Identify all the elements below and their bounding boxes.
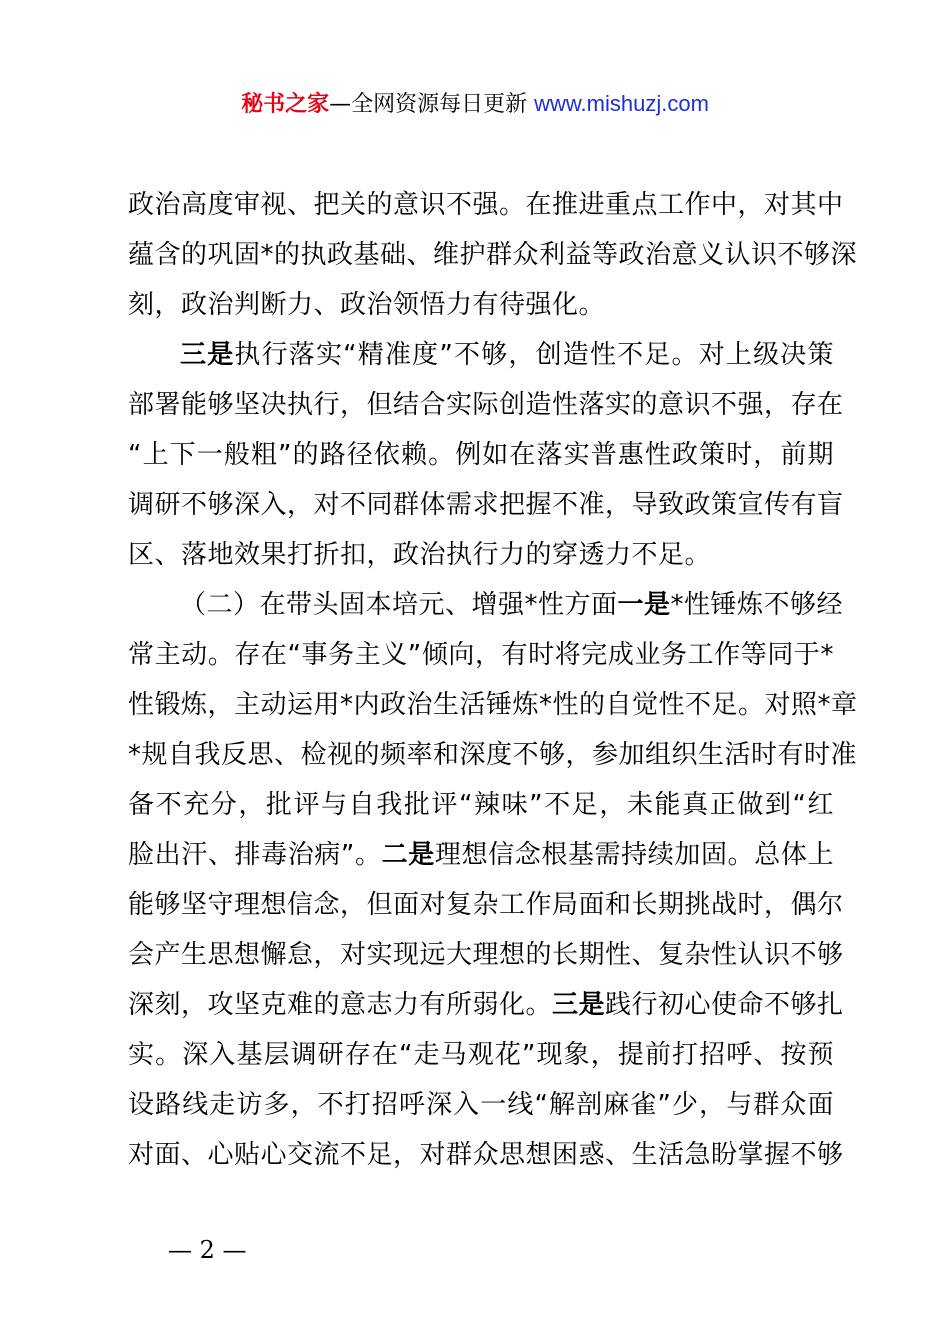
document-body — [128, 180, 858, 1180]
text-line: 部署能够坚决执行，但结合实际创造性落实的意识不强，存在 — [128, 390, 844, 420]
text-run: 理想信念根基需持续加固。总体上 — [434, 840, 834, 870]
bold-marker: 三是 — [552, 990, 606, 1020]
text-run: 深刻，攻坚克难的意志力有所弱化。 — [128, 990, 553, 1020]
text-run: 践行初心使命不够扎 — [605, 990, 844, 1020]
page-number: — 2 — — [168, 1236, 247, 1264]
page-header — [0, 88, 950, 121]
paragraph-start-line — [128, 330, 834, 380]
text-line: 政治高度审视、把关的意识不强。在推进重点工作中，对其中 — [128, 190, 844, 220]
text-line — [128, 830, 834, 880]
text-run: 执行落实“精准度”不够，创造性不足。对上级决策 — [234, 340, 834, 370]
bold-marker: 二是 — [381, 840, 435, 870]
text-line: 蕴含的巩固*的执政基础、维护群众利益等政治意义认识不够深 — [128, 240, 858, 270]
header-tagline: —全网资源每日更新 — [329, 92, 528, 117]
text-run: （二）在带头固本培元、增强*性方面 — [180, 590, 618, 620]
brand-name: 秘书之家 — [241, 92, 330, 117]
text-line: 性锻炼，主动运用*内政治生活锤炼*性的自觉性不足。对照*章 — [128, 690, 858, 720]
site-url-link[interactable]: www.mishuzj.com — [534, 91, 709, 116]
text-line: 常主动。存在“事务主义”倾向，有时将完成业务工作等同于* — [128, 640, 834, 670]
text-line: 刻，政治判断力、政治领悟力有待强化。 — [128, 290, 606, 320]
text-run: *性锤炼不够经 — [670, 590, 844, 620]
text-line: *规自我反思、检视的频率和深度不够，参加组织生活时有时准 — [128, 740, 858, 770]
text-line: 调研不够深入，对不同群体需求把握不准，导致政策宣传有盲 — [128, 490, 844, 520]
text-line: “上下一般粗”的路径依赖。例如在落实普惠性政策时，前期 — [128, 440, 834, 470]
bold-marker: 一是 — [617, 590, 671, 620]
text-line — [128, 980, 844, 1030]
text-line: 会产生思想懈怠，对实现远大理想的长期性、复杂性认识不够 — [128, 940, 844, 970]
text-run: 脸出汗、排毒治病”。 — [128, 840, 382, 870]
text-line: 备不充分，批评与自我批评“辣味”不足，未能真正做到“红 — [128, 790, 834, 820]
text-line: 设路线走访多，不打招呼深入一线“解剖麻雀”少，与群众面 — [128, 1090, 834, 1120]
text-line: 对面、心贴心交流不足，对群众思想困惑、生活急盼掌握不够 — [128, 1140, 844, 1170]
section-heading-line — [128, 580, 844, 630]
text-line: 实。深入基层调研存在“走马观花”现象，提前打招呼、按预 — [128, 1040, 834, 1070]
text-line: 区、落地效果打折扣，政治执行力的穿透力不足。 — [128, 540, 712, 570]
bold-marker: 三是 — [180, 340, 235, 370]
text-line: 能够坚守理想信念，但面对复杂工作局面和长期挑战时，偶尔 — [128, 890, 844, 920]
